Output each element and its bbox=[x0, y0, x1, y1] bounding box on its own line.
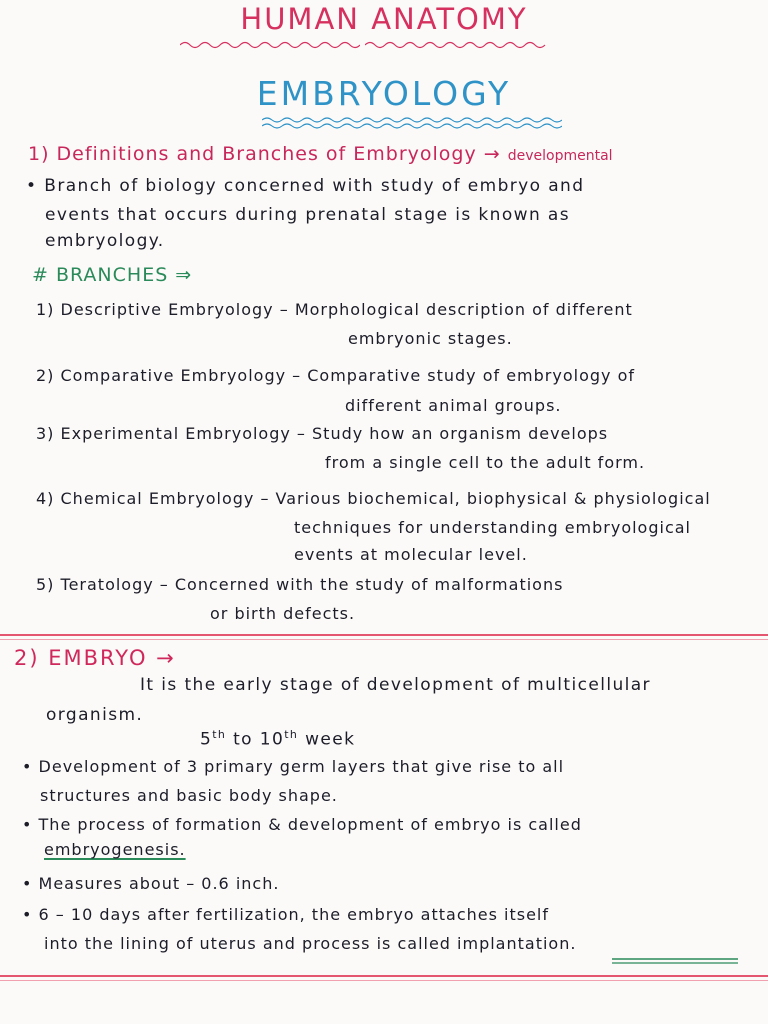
bullet-icon: • bbox=[22, 874, 33, 893]
embryo-intro-line-2: organism. bbox=[46, 705, 144, 725]
bullet-icon: • bbox=[22, 757, 33, 776]
bullet-icon: • bbox=[22, 905, 33, 924]
week-end-suffix: th bbox=[284, 728, 299, 741]
title-underline-left bbox=[180, 40, 360, 50]
branch-4-line-2: techniques for understanding embryological bbox=[294, 518, 691, 537]
implantation-underline bbox=[612, 957, 738, 965]
page-title: HUMAN ANATOMY bbox=[240, 2, 528, 36]
definition-line-1 bbox=[26, 176, 584, 196]
section-divider-top-thin bbox=[0, 639, 768, 640]
embryo-bullet-4-text: 6 – 10 days after fertilization, the embryo attaches itself bbox=[38, 905, 549, 924]
page-subtitle: EMBRYOLOGY bbox=[256, 74, 512, 113]
embryo-bullet-4-line-1 bbox=[22, 905, 549, 924]
section1-arrow-note: developmental bbox=[507, 148, 613, 164]
section-divider-bottom-thin bbox=[0, 980, 768, 981]
embryo-bullet-2-text: The process of formation & development of embryo is called bbox=[38, 815, 582, 834]
embryo-bullet-4-line-2: into the lining of uterus and process is called implantation. bbox=[44, 934, 577, 953]
branch-1-line-2: embryonic stages. bbox=[348, 329, 513, 348]
title-underline-right bbox=[365, 40, 550, 50]
branch-3-line-1: 3) Experimental Embryology – Study how an organism develops bbox=[36, 424, 609, 443]
week-start: 5 bbox=[200, 729, 213, 750]
embryo-bullet-1-line-1 bbox=[22, 757, 564, 776]
week-unit: week bbox=[298, 729, 356, 750]
embryo-bullet-3-line-1 bbox=[22, 874, 279, 893]
branches-heading: # BRANCHES ⇒ bbox=[32, 264, 193, 286]
section1-heading bbox=[28, 143, 613, 165]
bullet-icon: • bbox=[26, 176, 38, 196]
section2-heading: 2) EMBRYO → bbox=[14, 646, 176, 670]
branch-5-line-2: or birth defects. bbox=[210, 604, 356, 623]
section-divider-bottom bbox=[0, 975, 768, 977]
branch-3-line-2: from a single cell to the adult form. bbox=[325, 453, 646, 472]
definition-text-1: Branch of biology concerned with study of embryo and bbox=[44, 176, 585, 196]
subtitle-underline bbox=[262, 116, 562, 130]
week-mid: to 10 bbox=[226, 729, 285, 750]
embryo-bullet-2-line-1 bbox=[22, 815, 582, 834]
branch-2-line-1: 2) Comparative Embryology – Comparative study of embryology of bbox=[36, 366, 635, 385]
embryo-bullet-3-text: Measures about – 0.6 inch. bbox=[38, 874, 280, 893]
definition-line-3: embryology. bbox=[45, 231, 165, 251]
branch-1-line-1: 1) Descriptive Embryology – Morphological description of different bbox=[36, 300, 633, 319]
branch-5-line-1: 5) Teratology – Concerned with the study of malformations bbox=[36, 575, 564, 594]
embryogenesis-term: embryogenesis. bbox=[44, 840, 186, 859]
definition-line-2: events that occurs during prenatal stage is known as bbox=[45, 205, 570, 225]
section-divider-top bbox=[0, 634, 768, 636]
branch-2-line-2: different animal groups. bbox=[345, 396, 562, 415]
week-start-suffix: th bbox=[212, 728, 227, 741]
branch-4-line-3: events at molecular level. bbox=[294, 545, 528, 564]
embryo-bullet-1-line-2: structures and basic body shape. bbox=[40, 786, 338, 805]
bullet-icon: • bbox=[22, 815, 33, 834]
embryo-bullet-1-text: Development of 3 primary germ layers that give rise to all bbox=[38, 757, 565, 776]
week-range bbox=[200, 728, 355, 750]
section1-heading-text: 1) Definitions and Branches of Embryology bbox=[28, 143, 477, 165]
branch-4-line-1: 4) Chemical Embryology – Various biochemical, biophysical & physiological bbox=[36, 489, 711, 508]
arrow-icon: → bbox=[483, 143, 501, 165]
embryo-intro-line-1: It is the early stage of development of multicellular bbox=[140, 675, 651, 695]
